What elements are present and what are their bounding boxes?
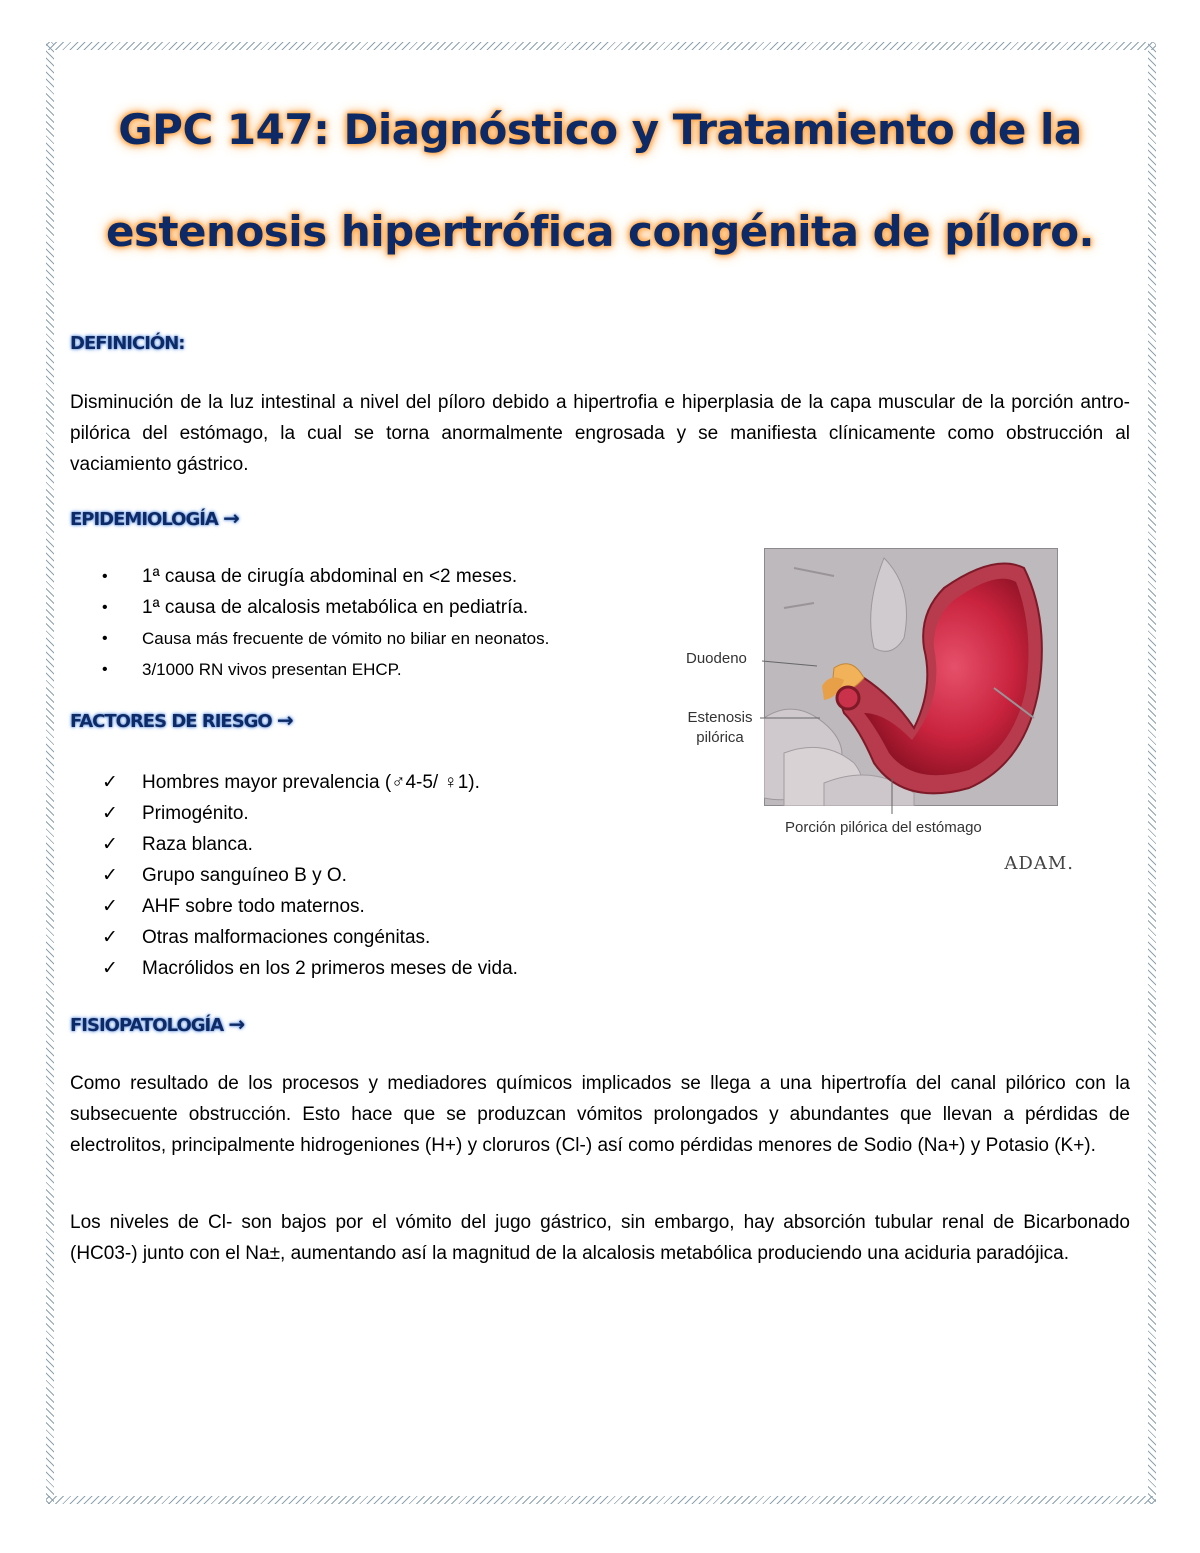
heading-definicion	[70, 333, 184, 354]
border-top	[46, 42, 1156, 50]
list-item: • 1ª causa de cirugía abdominal en <2 meses.	[100, 561, 549, 592]
label-leader-line	[760, 716, 820, 726]
heading-factores	[70, 708, 294, 732]
heading-definicion-text: DEFINICIÓN:	[70, 333, 185, 354]
border-bottom	[46, 1496, 1156, 1504]
arrow-right-icon: →	[228, 1012, 246, 1036]
epidemiologia-list	[100, 561, 549, 685]
list-item: ✓ Hombres mayor prevalencia (♂4-5/ ♀1).	[100, 767, 518, 798]
checkmark-icon: ✓	[102, 896, 118, 917]
arrow-right-icon: →	[223, 506, 240, 530]
label-leader-line	[887, 778, 897, 818]
arrow-right-icon: →	[277, 708, 294, 732]
figure-label-estenosis-2: pilórica	[696, 729, 744, 746]
figure-label-estenosis	[682, 708, 758, 748]
bullet-icon: •	[102, 568, 108, 585]
bullet-icon: •	[102, 661, 108, 678]
heading-epidemiologia	[70, 506, 240, 530]
heading-factores-text: FACTORES DE RIESGO	[70, 711, 272, 732]
list-item: ✓ Macrólidos en los 2 primeros meses de vida.	[100, 953, 518, 984]
checkmark-icon: ✓	[102, 803, 118, 824]
bullet-icon: •	[102, 599, 108, 616]
fisiopatologia-paragraph-1: Como resultado de los procesos y mediadores químicos implicados se llega a una hipertrofía del canal pilórico con la subsecuente obstrucción. Esto hace que se produzcan vómitos prolongados y abundantes que llevan a pérdidas de electrolitos, principalmente hidrogeniones (H+) y cloruros (Cl-) así como pérdidas menores de Sodio (Na+) y Potasio (K+).	[70, 1073, 1130, 1156]
factores-list	[100, 767, 518, 984]
list-item: • 3/1000 RN vivos presentan EHCP.	[100, 654, 549, 685]
list-item: • 1ª causa de alcalosis metabólica en pediatría.	[100, 592, 549, 623]
checkmark-icon: ✓	[102, 927, 118, 948]
stomach-figure	[662, 548, 1082, 878]
checkmark-icon: ✓	[102, 772, 118, 793]
checkmark-icon: ✓	[102, 865, 118, 886]
checkmark-icon: ✓	[102, 958, 118, 979]
heading-epidemiologia-text: EPIDEMIOLOGÍA	[70, 509, 218, 530]
figure-label-duodeno: Duodeno	[686, 650, 747, 667]
list-item: ✓ AHF sobre todo maternos.	[100, 891, 518, 922]
document-title-line-2: estenosis hipertrófica congénita de píloro.	[106, 207, 1094, 256]
list-item: ✓ Raza blanca.	[100, 829, 518, 860]
border-right	[1148, 42, 1156, 1504]
heading-fisiopatologia	[70, 1012, 245, 1036]
bullet-icon: •	[102, 630, 108, 647]
label-leader-line	[762, 658, 822, 668]
fisiopatologia-paragraph-2: Los niveles de Cl- son bajos por el vómito del jugo gástrico, sin embargo, hay absorción tubular renal de Bicarbonado (HC03-) junto con el Na±, aumentando así la magnitud de la alcalosis metabólica produciendo una aciduria paradójica.	[70, 1212, 1130, 1264]
border-left	[46, 42, 54, 1504]
definicion-text: Disminución de la luz intestinal a nivel del píloro debido a hipertrofia e hiperplasia de la capa muscular de la porción antro-pilórica del estómago, la cual se torna anormalmente engrosada y se manifiesta clínicamente como obstrucción al vaciamiento gástrico.	[70, 392, 1130, 475]
list-item: • Causa más frecuente de vómito no biliar en neonatos.	[100, 623, 549, 654]
figure-caption: Porción pilórica del estómago	[785, 819, 982, 836]
figure-label-estenosis-1: Estenosis	[687, 709, 753, 726]
list-item: ✓ Otras malformaciones congénitas.	[100, 922, 518, 953]
document-title-line-1: GPC 147: Diagnóstico y Tratamiento de la	[118, 105, 1082, 154]
stomach-illustration	[764, 548, 1058, 806]
heading-fisiopatologia-text: FISIOPATOLOGÍA	[70, 1015, 224, 1036]
adam-logo: ADAM.	[1004, 853, 1074, 874]
checkmark-icon: ✓	[102, 834, 118, 855]
list-item: ✓ Grupo sanguíneo B y O.	[100, 860, 518, 891]
list-item: ✓ Primogénito.	[100, 798, 518, 829]
